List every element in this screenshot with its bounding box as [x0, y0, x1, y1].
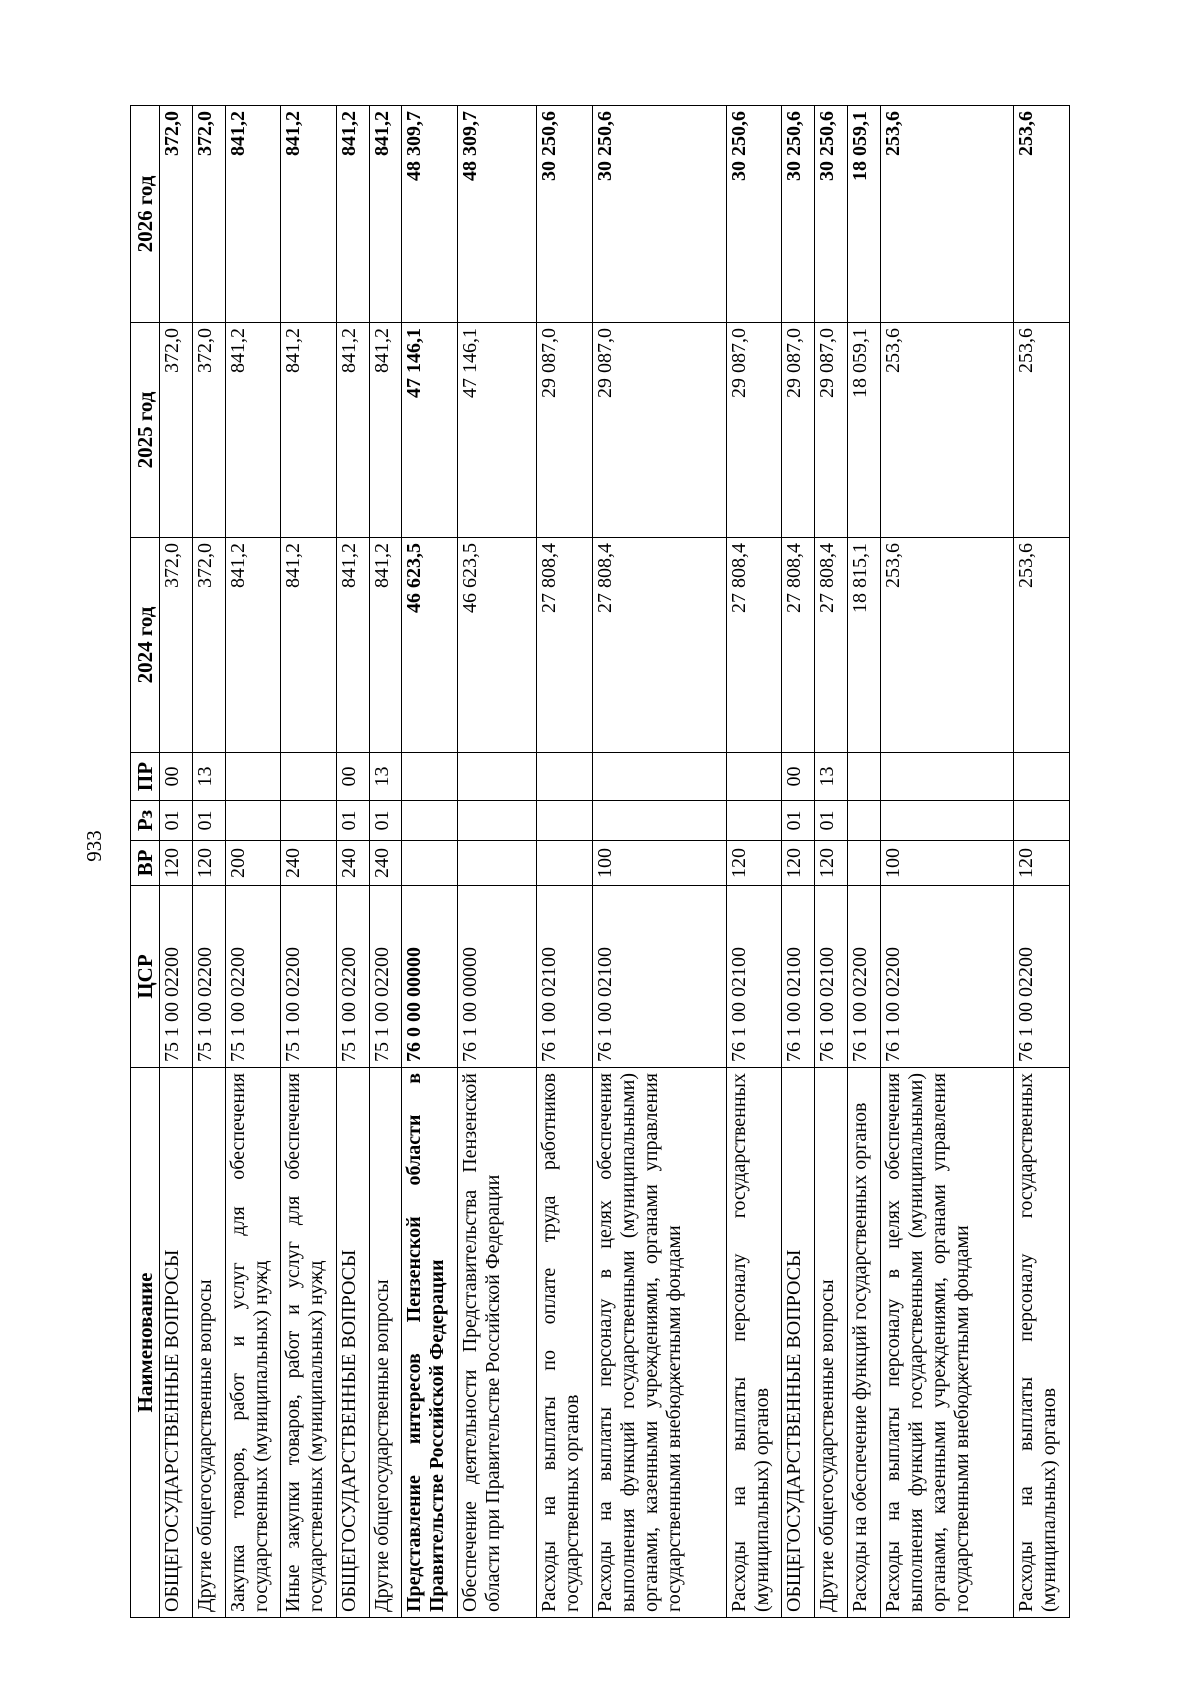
header-2026: 2026 год: [131, 106, 160, 323]
cell-2024: 27 808,4: [782, 538, 815, 753]
cell-csr: 76 1 00 02200: [1014, 886, 1070, 1068]
cell-csr: 76 1 00 02100: [726, 886, 782, 1068]
header-name: Наименование: [131, 1068, 160, 1618]
cell-csr: 76 1 00 02100: [537, 886, 593, 1068]
cell-name: Другие общегосударственные вопросы: [814, 1068, 847, 1618]
cell-csr: 75 1 00 02200: [281, 886, 337, 1068]
rotated-table-container: [130, 106, 1070, 1618]
cell-csr: 75 1 00 02200: [336, 886, 369, 1068]
cell-pr: 00: [782, 753, 815, 801]
cell-pr: 13: [814, 753, 847, 801]
cell-vr: 240: [369, 841, 402, 886]
table-row: [225, 106, 281, 1618]
cell-2025: 29 087,0: [537, 323, 593, 538]
cell-2025: 29 087,0: [814, 323, 847, 538]
cell-vr: 120: [726, 841, 782, 886]
table-row: [782, 106, 815, 1618]
table-row: [160, 106, 193, 1618]
cell-csr: 76 1 00 02100: [814, 886, 847, 1068]
cell-2025: 47 146,1: [457, 323, 536, 538]
cell-2025: 18 059,1: [847, 323, 880, 538]
cell-2024: 46 623,5: [457, 538, 536, 753]
cell-name: Обеспечение деятельности Представительства Пензенской области при Правительстве Российской Федерации: [457, 1068, 536, 1618]
cell-pr: [592, 753, 726, 801]
cell-2024: 372,0: [160, 538, 193, 753]
table-row: [281, 106, 337, 1618]
cell-2025: 253,6: [1014, 323, 1070, 538]
cell-name: ОБЩЕГОСУДАРСТВЕННЫЕ ВОПРОСЫ: [336, 1068, 369, 1618]
table-row: [847, 106, 880, 1618]
header-pr: ПР: [131, 753, 160, 801]
cell-rz: 01: [782, 801, 815, 841]
table-row: [336, 106, 369, 1618]
cell-vr: 120: [160, 841, 193, 886]
cell-vr: 120: [192, 841, 225, 886]
cell-csr: 76 1 00 02100: [782, 886, 815, 1068]
cell-pr: [726, 753, 782, 801]
cell-csr: 75 1 00 02200: [369, 886, 402, 1068]
cell-2024: 253,6: [880, 538, 1014, 753]
cell-name: Расходы на выплаты персоналу государственных (муниципальных) органов: [1014, 1068, 1070, 1618]
cell-csr: 76 1 00 02200: [880, 886, 1014, 1068]
cell-vr: 120: [814, 841, 847, 886]
cell-2025: 29 087,0: [592, 323, 726, 538]
cell-2026: 253,6: [1014, 106, 1070, 323]
cell-rz: [402, 801, 458, 841]
cell-vr: 120: [1014, 841, 1070, 886]
cell-rz: [847, 801, 880, 841]
table-row: [369, 106, 402, 1618]
cell-rz: 01: [814, 801, 847, 841]
table-row: [402, 106, 458, 1618]
cell-rz: [225, 801, 281, 841]
cell-2026: 841,2: [336, 106, 369, 323]
cell-csr: 76 1 00 02200: [847, 886, 880, 1068]
cell-vr: 240: [336, 841, 369, 886]
cell-name: Расходы на выплаты по оплате труда работников государственных органов: [537, 1068, 593, 1618]
cell-pr: 00: [160, 753, 193, 801]
cell-2024: 27 808,4: [537, 538, 593, 753]
cell-rz: [592, 801, 726, 841]
cell-csr: 75 1 00 02200: [225, 886, 281, 1068]
cell-name: ОБЩЕГОСУДАРСТВЕННЫЕ ВОПРОСЫ: [160, 1068, 193, 1618]
cell-2026: 372,0: [192, 106, 225, 323]
cell-2026: 30 250,6: [726, 106, 782, 323]
cell-2024: 841,2: [369, 538, 402, 753]
table-row: [192, 106, 225, 1618]
cell-csr: 76 1 00 00000: [457, 886, 536, 1068]
cell-name: Закупка товаров, работ и услуг для обеспечения государственных (муниципальных) нужд: [225, 1068, 281, 1618]
cell-2024: 27 808,4: [592, 538, 726, 753]
cell-2026: 30 250,6: [592, 106, 726, 323]
table-row: [814, 106, 847, 1618]
cell-name: Расходы на выплаты персоналу в целях обеспечения выполнения функций государственными (муниципальными) органами, казенными учреждениями, органами управления государственными внебюджетными фондами: [880, 1068, 1014, 1618]
cell-rz: 01: [192, 801, 225, 841]
cell-pr: [457, 753, 536, 801]
cell-vr: 100: [880, 841, 1014, 886]
cell-2024: 46 623,5: [402, 538, 458, 753]
cell-vr: 100: [592, 841, 726, 886]
cell-pr: [402, 753, 458, 801]
page-number: 933: [81, 830, 106, 862]
cell-2025: 841,2: [336, 323, 369, 538]
cell-2024: 841,2: [225, 538, 281, 753]
header-vr: ВР: [131, 841, 160, 886]
cell-2025: 372,0: [192, 323, 225, 538]
cell-2024: 18 815,1: [847, 538, 880, 753]
cell-vr: 120: [782, 841, 815, 886]
cell-name: Другие общегосударственные вопросы: [192, 1068, 225, 1618]
cell-rz: [537, 801, 593, 841]
cell-rz: [880, 801, 1014, 841]
cell-2026: 30 250,6: [537, 106, 593, 323]
cell-vr: [847, 841, 880, 886]
cell-pr: [537, 753, 593, 801]
cell-2025: 841,2: [225, 323, 281, 538]
cell-2025: 29 087,0: [726, 323, 782, 538]
table-row: [726, 106, 782, 1618]
cell-2026: 253,6: [880, 106, 1014, 323]
cell-rz: 01: [369, 801, 402, 841]
cell-pr: [847, 753, 880, 801]
cell-2025: 372,0: [160, 323, 193, 538]
cell-csr: 76 0 00 00000: [402, 886, 458, 1068]
cell-name: ОБЩЕГОСУДАРСТВЕННЫЕ ВОПРОСЫ: [782, 1068, 815, 1618]
header-rz: Рз: [131, 801, 160, 841]
cell-name: Расходы на выплаты персоналу в целях обеспечения выполнения функций государственными (муниципальными) органами, казенными учреждениями, органами управления государственными внебюджетными фондами: [592, 1068, 726, 1618]
cell-name: Расходы на выплаты персоналу государственных (муниципальных) органов: [726, 1068, 782, 1618]
cell-2026: 841,2: [281, 106, 337, 323]
cell-2026: 48 309,7: [457, 106, 536, 323]
cell-pr: [225, 753, 281, 801]
cell-2024: 372,0: [192, 538, 225, 753]
cell-2024: 253,6: [1014, 538, 1070, 753]
cell-2024: 841,2: [281, 538, 337, 753]
cell-name: Другие общегосударственные вопросы: [369, 1068, 402, 1618]
table-row: [1014, 106, 1070, 1618]
cell-csr: 75 1 00 02200: [192, 886, 225, 1068]
cell-csr: 75 1 00 02200: [160, 886, 193, 1068]
cell-vr: [402, 841, 458, 886]
budget-table: [130, 105, 1070, 1618]
cell-name: Представление интересов Пензенской области в Правительстве Российской Федерации: [402, 1068, 458, 1618]
cell-2024: 27 808,4: [726, 538, 782, 753]
cell-2026: 48 309,7: [402, 106, 458, 323]
cell-vr: [457, 841, 536, 886]
cell-rz: 01: [160, 801, 193, 841]
table-row: [457, 106, 536, 1618]
cell-2025: 29 087,0: [782, 323, 815, 538]
cell-vr: 200: [225, 841, 281, 886]
cell-rz: [1014, 801, 1070, 841]
header-2024: 2024 год: [131, 538, 160, 753]
cell-csr: 76 1 00 02100: [592, 886, 726, 1068]
cell-pr: 13: [369, 753, 402, 801]
cell-pr: [281, 753, 337, 801]
cell-2024: 841,2: [336, 538, 369, 753]
cell-pr: [880, 753, 1014, 801]
cell-2025: 253,6: [880, 323, 1014, 538]
cell-2024: 27 808,4: [814, 538, 847, 753]
cell-rz: [726, 801, 782, 841]
cell-2026: 30 250,6: [814, 106, 847, 323]
cell-2026: 372,0: [160, 106, 193, 323]
cell-2025: 841,2: [369, 323, 402, 538]
cell-vr: 240: [281, 841, 337, 886]
cell-2025: 47 146,1: [402, 323, 458, 538]
cell-name: Иные закупки товаров, работ и услуг для обеспечения государственных (муниципальных) нужд: [281, 1068, 337, 1618]
cell-rz: 01: [336, 801, 369, 841]
cell-2026: 841,2: [369, 106, 402, 323]
table-row: [537, 106, 593, 1618]
cell-2026: 18 059,1: [847, 106, 880, 323]
cell-name: Расходы на обеспечение функций государственных органов: [847, 1068, 880, 1618]
cell-2025: 841,2: [281, 323, 337, 538]
header-2025: 2025 год: [131, 323, 160, 538]
cell-pr: 00: [336, 753, 369, 801]
table-row: [880, 106, 1014, 1618]
cell-2026: 841,2: [225, 106, 281, 323]
table-row: [592, 106, 726, 1618]
header-csr: ЦСР: [131, 886, 160, 1068]
cell-pr: [1014, 753, 1070, 801]
cell-rz: [281, 801, 337, 841]
cell-vr: [537, 841, 593, 886]
cell-rz: [457, 801, 536, 841]
header-row: [131, 106, 160, 1618]
cell-2026: 30 250,6: [782, 106, 815, 323]
cell-pr: 13: [192, 753, 225, 801]
